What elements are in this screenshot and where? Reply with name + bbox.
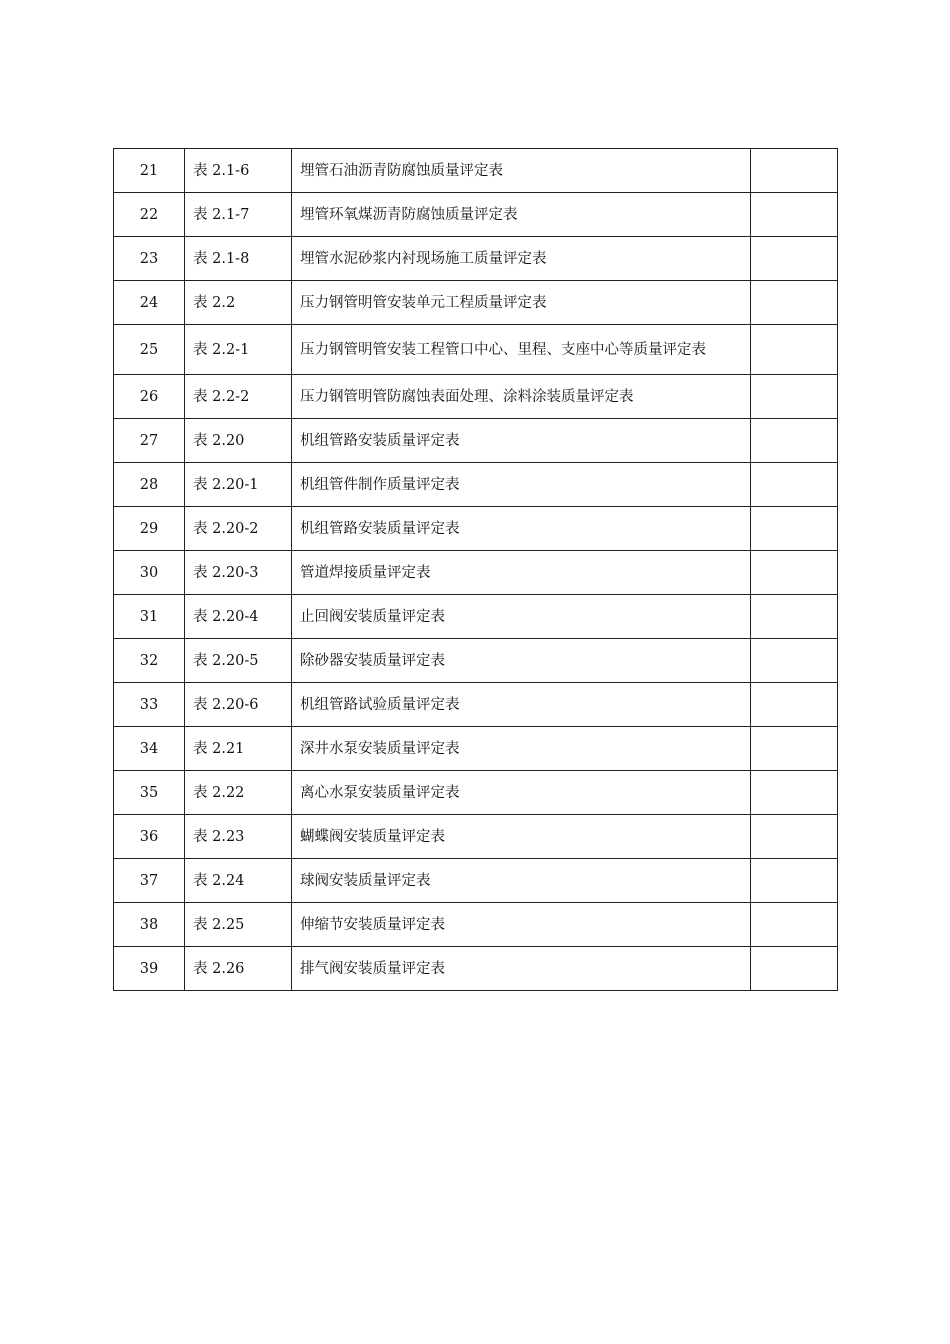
remark-cell <box>751 859 838 903</box>
row-number: 27 <box>114 419 185 463</box>
remark-cell <box>751 325 838 375</box>
form-name: 球阀安装质量评定表 <box>292 859 751 903</box>
row-number: 25 <box>114 325 185 375</box>
form-name: 机组管路试验质量评定表 <box>292 683 751 727</box>
form-code: 表 2.24 <box>185 859 292 903</box>
table-row <box>114 419 838 463</box>
table-row <box>114 281 838 325</box>
form-code: 表 2.20-2 <box>185 507 292 551</box>
form-name: 止回阀安装质量评定表 <box>292 595 751 639</box>
table-row <box>114 683 838 727</box>
form-code: 表 2.20-5 <box>185 639 292 683</box>
form-name: 埋管环氧煤沥青防腐蚀质量评定表 <box>292 193 751 237</box>
remark-cell <box>751 595 838 639</box>
row-number: 35 <box>114 771 185 815</box>
form-name: 伸缩节安装质量评定表 <box>292 903 751 947</box>
table-row <box>114 815 838 859</box>
form-code: 表 2.2-1 <box>185 325 292 375</box>
form-name: 机组管件制作质量评定表 <box>292 463 751 507</box>
form-code: 表 2.2-2 <box>185 375 292 419</box>
form-name: 离心水泵安装质量评定表 <box>292 771 751 815</box>
table-row <box>114 375 838 419</box>
form-code: 表 2.26 <box>185 947 292 991</box>
table-row <box>114 859 838 903</box>
row-number: 24 <box>114 281 185 325</box>
row-number: 21 <box>114 149 185 193</box>
table-row <box>114 463 838 507</box>
row-number: 30 <box>114 551 185 595</box>
form-name: 机组管路安装质量评定表 <box>292 419 751 463</box>
table-row <box>114 771 838 815</box>
row-number: 31 <box>114 595 185 639</box>
form-name: 除砂器安装质量评定表 <box>292 639 751 683</box>
table-row <box>114 639 838 683</box>
table-row <box>114 193 838 237</box>
row-number: 29 <box>114 507 185 551</box>
remark-cell <box>751 815 838 859</box>
form-code: 表 2.1-7 <box>185 193 292 237</box>
form-code: 表 2.20 <box>185 419 292 463</box>
row-number: 36 <box>114 815 185 859</box>
remark-cell <box>751 551 838 595</box>
row-number: 39 <box>114 947 185 991</box>
table-row <box>114 507 838 551</box>
evaluation-form-table <box>113 148 838 991</box>
table-row <box>114 149 838 193</box>
table-row <box>114 727 838 771</box>
remark-cell <box>751 463 838 507</box>
remark-cell <box>751 683 838 727</box>
row-number: 28 <box>114 463 185 507</box>
form-name: 压力钢管明管防腐蚀表面处理、涂料涂装质量评定表 <box>292 375 751 419</box>
row-number: 32 <box>114 639 185 683</box>
form-name: 排气阀安装质量评定表 <box>292 947 751 991</box>
form-name: 压力钢管明管安装单元工程质量评定表 <box>292 281 751 325</box>
form-name: 机组管路安装质量评定表 <box>292 507 751 551</box>
remark-cell <box>751 639 838 683</box>
table-row <box>114 947 838 991</box>
form-code: 表 2.1-8 <box>185 237 292 281</box>
remark-cell <box>751 727 838 771</box>
form-name: 蝴蝶阀安装质量评定表 <box>292 815 751 859</box>
row-number: 37 <box>114 859 185 903</box>
row-number: 23 <box>114 237 185 281</box>
remark-cell <box>751 149 838 193</box>
row-number: 22 <box>114 193 185 237</box>
row-number: 34 <box>114 727 185 771</box>
form-name: 埋管石油沥青防腐蚀质量评定表 <box>292 149 751 193</box>
table-row <box>114 595 838 639</box>
row-number: 33 <box>114 683 185 727</box>
table-row <box>114 237 838 281</box>
form-code: 表 2.2 <box>185 281 292 325</box>
remark-cell <box>751 947 838 991</box>
form-code: 表 2.20-4 <box>185 595 292 639</box>
form-code: 表 2.21 <box>185 727 292 771</box>
form-code: 表 2.20-6 <box>185 683 292 727</box>
table-row <box>114 551 838 595</box>
form-code: 表 2.25 <box>185 903 292 947</box>
remark-cell <box>751 281 838 325</box>
form-code: 表 2.22 <box>185 771 292 815</box>
row-number: 26 <box>114 375 185 419</box>
table-row <box>114 903 838 947</box>
remark-cell <box>751 237 838 281</box>
form-code: 表 2.1-6 <box>185 149 292 193</box>
remark-cell <box>751 771 838 815</box>
form-code: 表 2.20-3 <box>185 551 292 595</box>
remark-cell <box>751 419 838 463</box>
row-number: 38 <box>114 903 185 947</box>
remark-cell <box>751 193 838 237</box>
table-row <box>114 325 838 375</box>
form-code: 表 2.20-1 <box>185 463 292 507</box>
form-name: 压力钢管明管安装工程管口中心、里程、支座中心等质量评定表 <box>292 325 751 375</box>
remark-cell <box>751 507 838 551</box>
form-name: 深井水泵安装质量评定表 <box>292 727 751 771</box>
remark-cell <box>751 903 838 947</box>
form-name: 埋管水泥砂浆内衬现场施工质量评定表 <box>292 237 751 281</box>
form-code: 表 2.23 <box>185 815 292 859</box>
form-name: 管道焊接质量评定表 <box>292 551 751 595</box>
remark-cell <box>751 375 838 419</box>
